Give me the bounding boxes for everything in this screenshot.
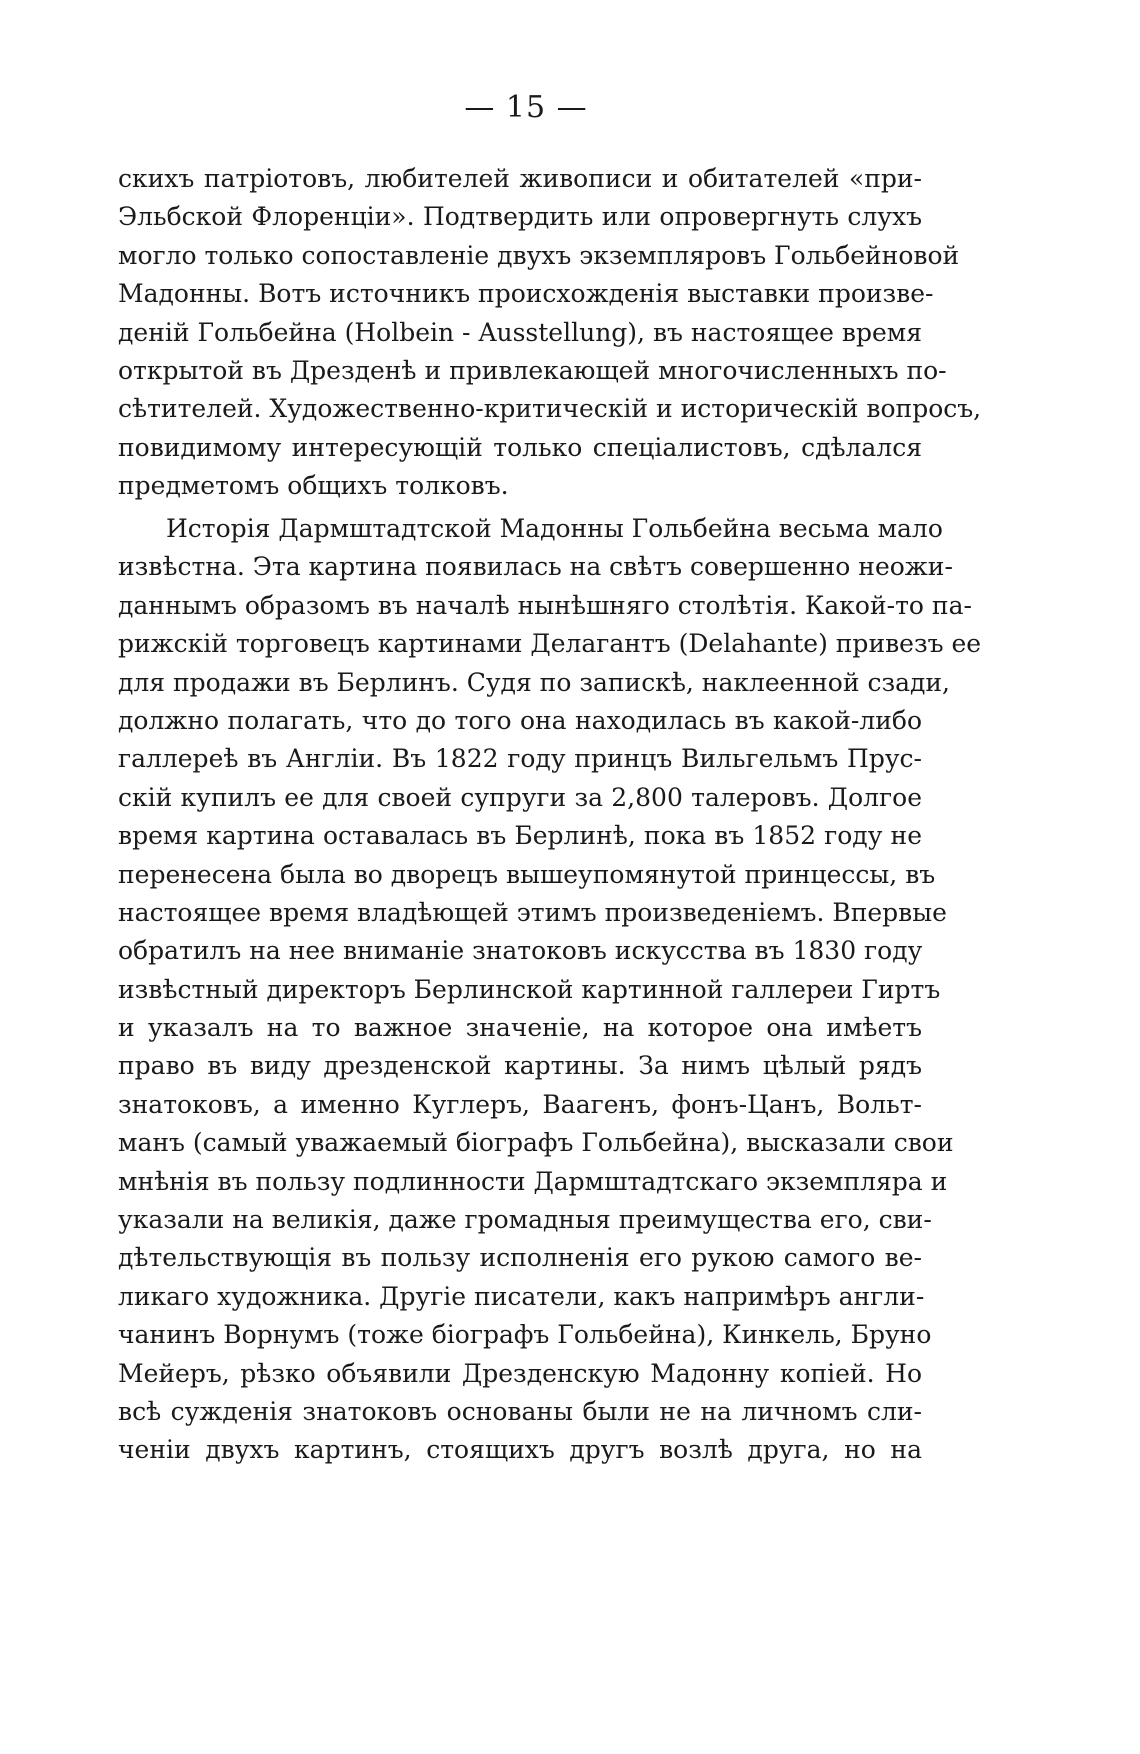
text-line: мнѣнія въ пользу подлинности Дармштадтскаго экземпляра и [118,1166,948,1196]
text-line: и указалъ на то важное значеніе, на которое она имѣетъ [118,1013,922,1043]
text-line: знатоковъ, а именно Куглеръ, Ваагенъ, фонъ-Цанъ, Вольт- [118,1089,922,1119]
text-line: чанинъ Ворнумъ (тоже біографъ Гольбейна), Кинкель, Бруно [118,1320,932,1350]
text-line: галлереѣ въ Англіи. Въ 1822 году принцъ Вильгельмъ Прус- [118,744,922,774]
text-line: Мейеръ, рѣзко объявили Дрезденскую Мадонну копіей. Но [118,1358,922,1388]
paragraph-history [118,510,982,1470]
text-line: настоящее время владѣющей этимъ произведеніемъ. Впервые [118,897,947,927]
text-line: ликаго художника. Другіе писатели, какъ напримѣръ англи- [118,1281,925,1311]
text-line: могло только сопоставленіе двухъ экземпляровъ Гольбейновой [118,240,960,270]
text-line: сѣтителей. Художественно-критическій и историческій вопросъ, [118,394,982,424]
text-line: должно полагать, что до того она находилась въ какой-либо [118,705,922,735]
text-line: скій купилъ ее для своей супруги за 2,800 талеровъ. Долгое [118,782,922,812]
text-line: Эльбской Флоренціи». Подтвердить или опровергнуть слухъ [118,202,922,232]
text-line: право въ виду дрезденской картины. За нимъ цѣлый рядъ [118,1051,922,1081]
text-line: манъ (самый уважаемый біографъ Гольбейна), высказали свои [118,1128,954,1158]
text-line: даннымъ образомъ въ началѣ нынѣшняго столѣтія. Какой-то па- [118,590,972,620]
text-line: рижскій торговецъ картинами Делагантъ (Delahante) привезъ ее [118,629,982,659]
text-line: перенесена была во дворецъ вышеупомянутой принцессы, въ [118,859,936,889]
text-line: всѣ сужденія знатоковъ основаны были не на личномъ сли- [118,1396,922,1426]
text-line: Мадонны. Вотъ источникъ происхожденія выставки произве- [118,279,934,309]
text-line: открытой въ Дрезденѣ и привлекающей многочисленныхъ по- [118,355,947,385]
text-line: скихъ патріотовъ, любителей живописи и обитателей «при- [118,164,922,193]
text-line: для продажи въ Берлинъ. Судя по запискѣ, наклеенной сзади, [118,667,950,697]
text-line: Исторія Дармштадтской Мадонны Гольбейна весьма мало [166,514,943,543]
paragraph-continued [118,160,982,506]
text-line: извѣстна. Эта картина появилась на свѣтъ совершенно неожи- [118,552,953,582]
text-line: деній Гольбейна (Holbein - Ausstellung), въ настоящее время [118,317,922,347]
text-line: обратилъ на нее вниманіе знатоковъ искусства въ 1830 году [118,936,923,966]
text-line: предметомъ общихъ толковъ. [118,471,509,501]
text-line: дѣтельствующія въ пользу исполненія его рукою самого ве- [118,1243,922,1273]
page-number: — 15 — [464,90,588,125]
text-line: время картина оставалась въ Берлинѣ, пока въ 1852 году не [118,821,922,851]
text-line: извѣстный директоръ Берлинской картинной галлереи Гиртъ [118,974,941,1004]
text-line: ченіи двухъ картинъ, стоящихъ другъ возлѣ друга, но на [118,1435,922,1465]
text-line: указали на великія, даже громадныя преимущества его, сви- [118,1205,932,1235]
text-line: повидимому интересующій только спеціалистовъ, сдѣлался [118,432,922,462]
